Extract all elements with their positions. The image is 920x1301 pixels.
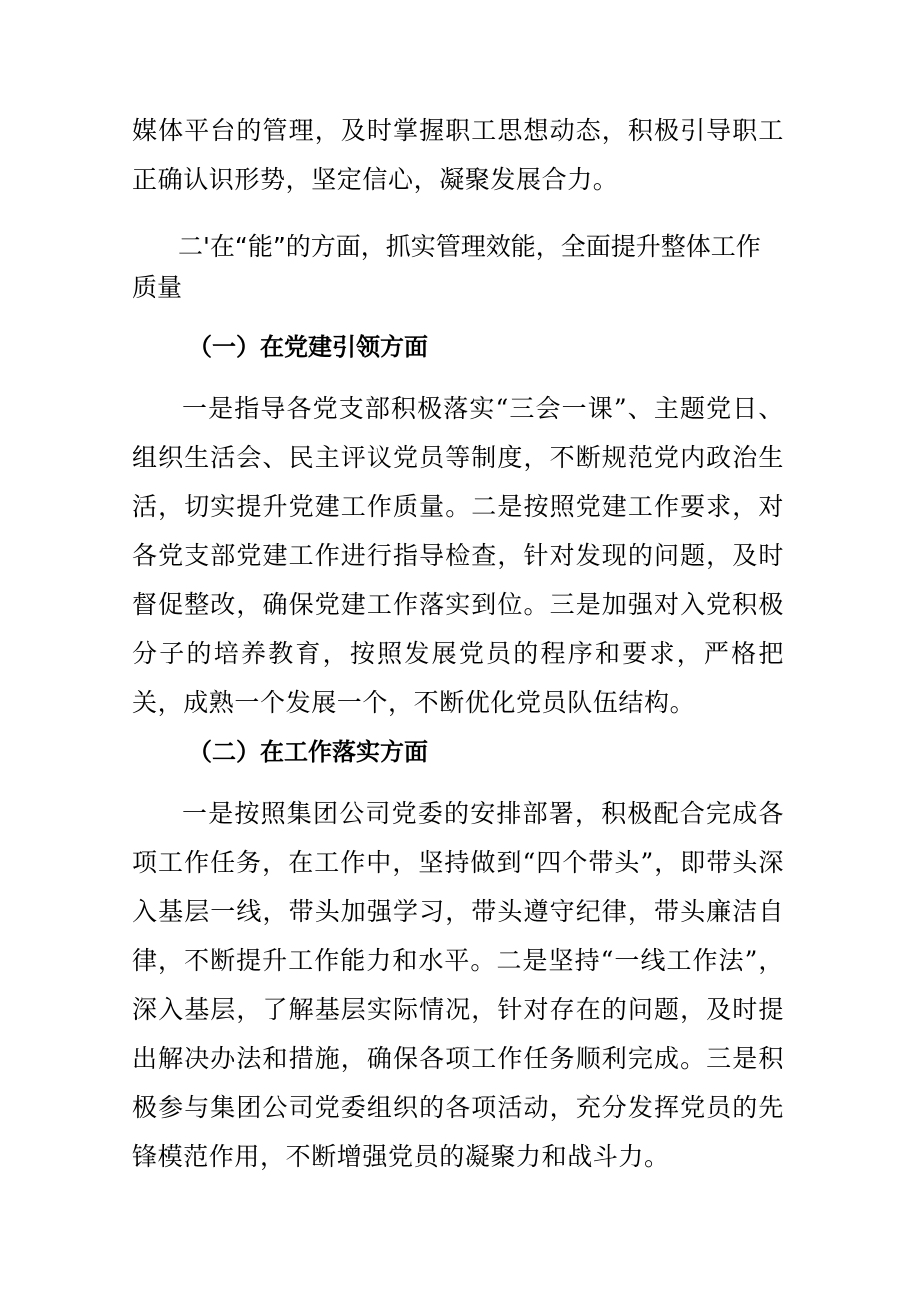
subsection-body-work-implementation: 一是按照集团公司党委的安排部署，积极配合完成各项工作任务，在工作中，坚持做到“四个带头”，即带头深入基层一线，带头加强学习，带头遵守纪律，带头廉洁自律，不断提升工作能力和水平。二是坚持“一线工作法”，深入基层，了解基层实际情况，针对存在的问题，及时提出解决办法和措施，确保各项工作任务顺利完成。三是积极参与集团公司党委组织的各项活动，充分发挥党员的先锋模范作用，不断增强党员的凝聚力和战斗力。 (132, 799, 784, 1171)
continuation-paragraph: 媒体平台的管理，及时掌握职工思想动态，积极引导职工正确认识形势，坚定信心，凝聚发展合力。 (132, 116, 784, 194)
subsection-body-party-building: 一是指导各党支部积极落实“三会一课”、主题党日、组织生活会、民主评议党员等制度，不断规范党内政治生活，切实提升党建工作质量。二是按照党建工作要求，对各党支部党建工作进行指导检查，针对发现的问题，及时督促整改，确保党建工作落实到位。三是加强对入党积极分子的培养教育，按照发展党员的程序和要求，严格把关，成熟一个发展一个，不断优化党员队伍结构。 (132, 394, 784, 717)
section-heading: 二'在“能”的方面，抓实管理效能，全面提升整体工作质量 (132, 232, 761, 302)
subsection-heading-party-building: （一）在党建引领方面 (188, 333, 428, 361)
subsection-heading-work-implementation: （二）在工作落实方面 (188, 738, 428, 766)
